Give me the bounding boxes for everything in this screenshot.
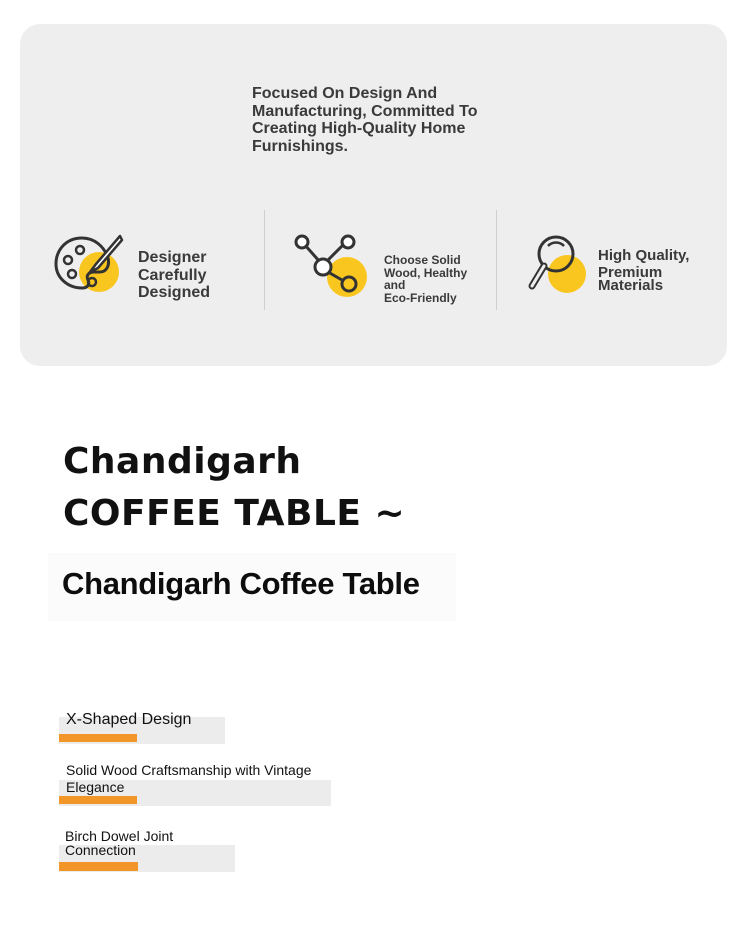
feature-tag <box>59 760 331 808</box>
palette-icon <box>52 232 124 301</box>
product-type: COFFEE TABLE ~ <box>63 493 406 534</box>
magnifier-icon <box>524 234 590 305</box>
product-title <box>63 436 405 540</box>
subtitle-banner <box>48 553 456 621</box>
feature-label-quality: High Quality, Premium Materials <box>598 247 690 294</box>
divider <box>496 210 497 310</box>
product-subtitle: Chandigarh Coffee Table <box>62 566 420 601</box>
tag-text: Solid Wood Craftsmanship with Vintage Elegance <box>66 762 312 795</box>
intro-text: Focused On Design And Manufacturing, Committed To Creating High-Quality Home Furnishings. <box>252 85 478 155</box>
tag-accent-bar <box>59 862 138 871</box>
divider <box>264 210 265 310</box>
product-name: Chandigarh <box>63 441 302 482</box>
feature-label-wood: Choose Solid Wood, Healthy and Eco-Friendly <box>384 253 468 305</box>
tag-text: Birch Dowel Joint Connection <box>65 828 174 858</box>
feature-tag <box>59 708 225 744</box>
features-panel <box>20 24 727 366</box>
feature-tag <box>59 828 235 874</box>
tag-accent-bar <box>59 796 137 804</box>
feature-label-design: Designer Carefully Designed <box>138 249 211 301</box>
share-nodes-icon <box>294 232 374 303</box>
tag-text: X-Shaped Design <box>66 711 192 728</box>
tag-accent-bar <box>59 734 137 742</box>
